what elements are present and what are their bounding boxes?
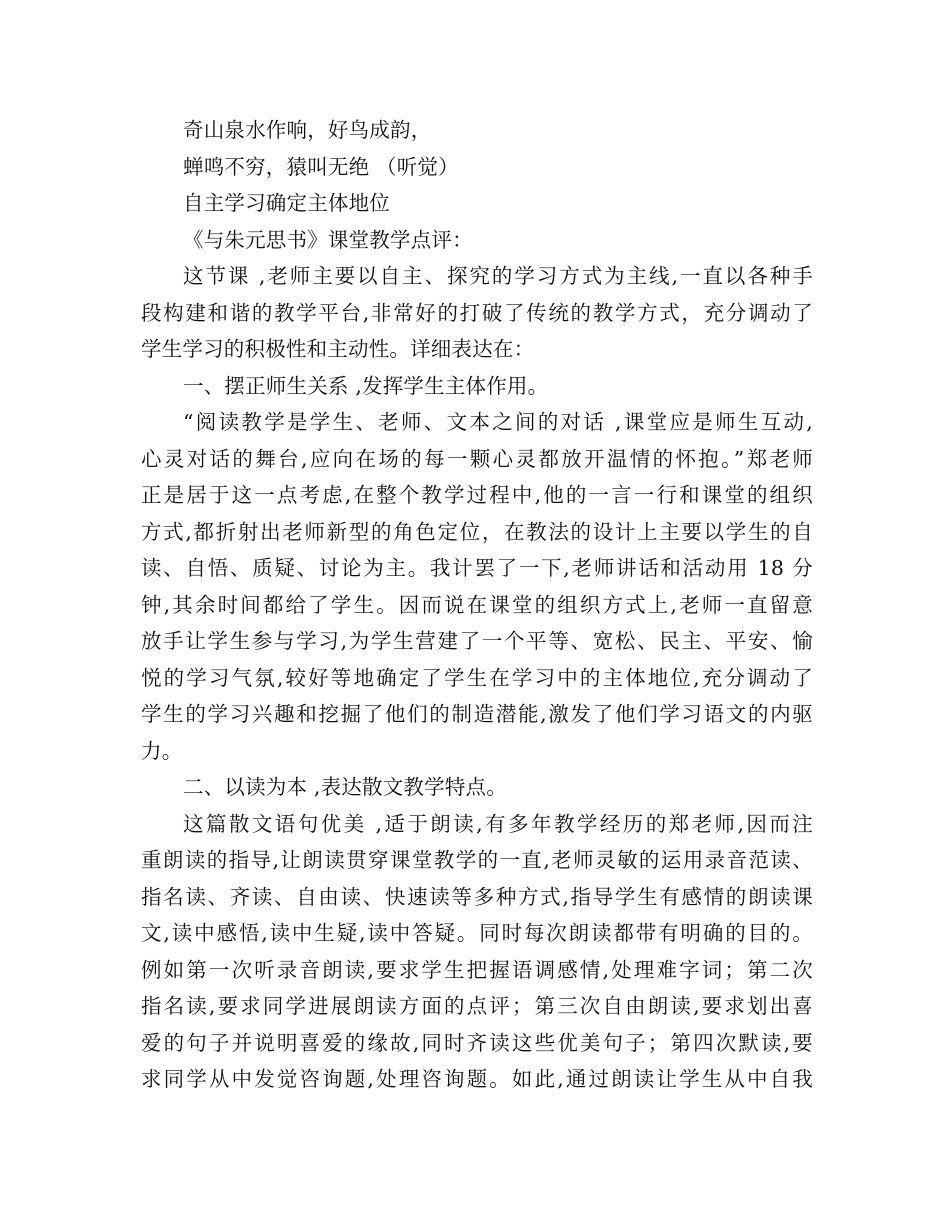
text-line: 蝉鸣不穷，猿叫无绝 （听觉） [183,154,459,179]
text-line: 例如第一次听录音朗读,要求学生把握语调感情,处理难字词；第二次 [141,957,813,982]
text-line: 《与朱元思书》课堂教学点评： [183,227,473,252]
text-line: 力。 [141,738,183,763]
text-line: 学生学习的积极性和主动性。详细表达在： [141,337,535,361]
text-line: 正是居于这一点考虑,在整个教学过程中,他的一言一行和课堂的组织 [141,483,813,507]
text-line: 学生的学习兴趣和挖掘了他们的制造潜能,激发了他们学习语文的内驱 [141,702,813,726]
text-line: 这节课 ,老师主要以自主、探究的学习方式为主线,一直以各种手 [183,264,813,288]
text-line: 求同学从中发觉咨询题,处理咨询题。如此,通过朗读让学生从中自我 [141,1067,813,1091]
text-line: 自主学习确定主体地位 [183,191,390,215]
text-line: 这篇散文语句优美 ,适于朗读,有多年教学经历的郑老师,因而注 [183,811,813,836]
text-line: 二、以读为本 ,表达散文教学特点。 [183,775,507,799]
text-line: “阅读教学是学生、老师、文本之间的对话 ,课堂应是师生互动, [183,410,813,434]
text-line: 钟,其余时间都给了学生。因而说在课堂的组织方式上,老师一直留意 [141,592,813,617]
text-line: 重朗读的指导,让朗读贯穿课堂教学的一直,老师灵敏的运用录音范读、 [141,848,813,872]
text-line: 爱的句子并说明喜爱的缘故,同时齐读这些优美句子；第四次默读,要 [141,1030,813,1055]
document-body [141,112,813,1098]
text-line: 心灵对话的舞台,应向在场的每一颗心灵都放开温情的怀抱。”郑老师 [141,446,813,471]
text-line: 段构建和谐的教学平台,非常好的打破了传统的教学方式，充分调动了 [141,300,813,325]
text-line: 放手让学生参与学习,为学生营建了一个平等、宽松、民主、平安、愉 [141,629,813,653]
text-line: 悦的学习气氛,较好等地确定了学生在学习中的主体地位,充分调动了 [141,665,813,690]
text-line: 奇山泉水作响，好鸟成韵， [183,118,432,142]
text-line: 指名读、齐读、自由读、快速读等多种方式,指导学生有感情的朗读课 [141,884,813,909]
text-line: 读、自悟、质疑、讨论为主。我计罢了一下,老师讲话和活动用 18 分 [141,556,813,580]
text-line: 方式,都折射出老师新型的角色定位，在教法的设计上主要以学生的自 [141,519,813,544]
text-line: 指名读,要求同学进展朗读方面的点评；第三次自由朗读,要求划出喜 [141,994,813,1018]
text-line: 文,读中感悟,读中生疑,读中答疑。同时每次朗读都带有明确的目的。 [141,921,813,945]
text-line: 一、摆正师生关系 ,发挥学生主体作用。 [183,373,549,398]
